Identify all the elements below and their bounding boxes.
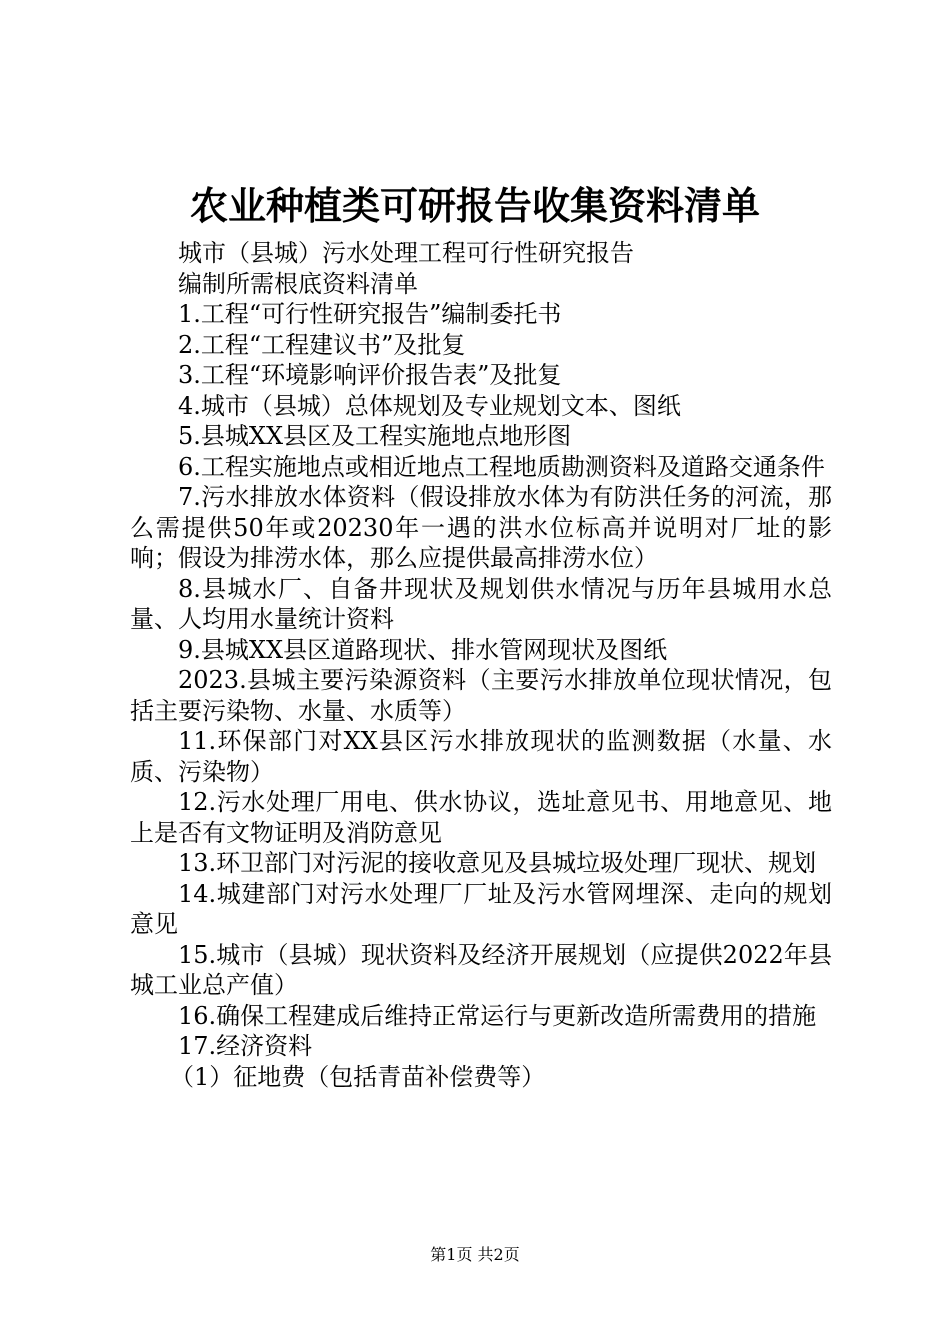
list-item: 17.经济资料 (178, 1032, 313, 1060)
list-item: 14.城建部门对污水处理厂厂址及污水管网埋深、走向的规划意见 (130, 879, 832, 938)
list-item: 4.城市（县城）总体规划及专业规划文本、图纸 (178, 391, 681, 420)
list-item: 8.县城水厂、自备井现状及规划供水情况与历年县城用水总量、人均用水量统计资料 (130, 574, 832, 633)
list-item: 11.环保部门对XX县区污水排放现状的监测数据（水量、水质、污染物） (130, 727, 832, 786)
list-item: 2023.县城主要污染源资料（主要污水排放单位现状情况，包括主要污染物、水量、水质等） (130, 666, 832, 725)
list-item: 6.工程实施地点或相近地点工程地质勘测资料及道路交通条件 (178, 452, 825, 481)
sub-list-item: （1）征地费（包括青苗补偿费等） (170, 1062, 546, 1091)
list-item: 12.污水处理厂用电、供水协议，选址意见书、用地意见、地上是否有文物证明及消防意见 (130, 788, 832, 847)
subtitle-line-1: 城市（县城）污水处理工程可行性研究报告 (178, 239, 634, 267)
list-item: 16.确保工程建成后维持正常运行与更新改造所需费用的措施 (178, 1001, 817, 1030)
list-item: 13.环卫部门对污泥的接收意见及县城垃圾处理厂现状、规划 (178, 849, 817, 877)
list-item: 3.工程“环境影响评价报告表”及批复 (178, 361, 562, 389)
list-item: 5.县城XX县区及工程实施地点地形图 (178, 422, 572, 450)
document-title: 农业种植类可研报告收集资料清单 (189, 184, 760, 228)
list-item: 7.污水排放水体资料（假设排放水体为有防洪任务的河流，那么需提供50年或20230年一遇的洪水位标高并说明对厂址的影响；假设为排涝水体，那么应提供最高排涝水位） (130, 483, 832, 572)
list-item: 2.工程“工程建议书”及批复 (178, 330, 466, 359)
page-footer: 第1页 共2页 (430, 1245, 520, 1264)
list-item: 9.县城XX县区道路现状、排水管网现状及图纸 (178, 635, 668, 664)
list-item: 15.城市（县城）现状资料及经济开展规划（应提供2022年县城工业总产值） (130, 940, 832, 999)
list-item: 1.工程“可行性研究报告”编制委托书 (178, 300, 562, 328)
document-body (130, 238, 832, 1092)
subtitle-line-2: 编制所需根底资料清单 (178, 269, 418, 298)
